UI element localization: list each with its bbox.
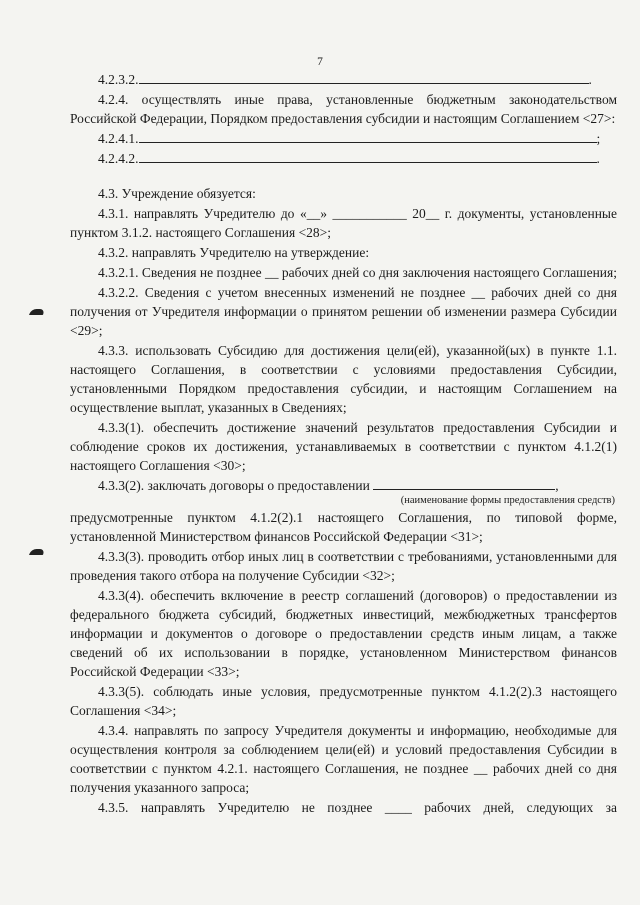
- paragraph-punct: ;: [596, 131, 601, 146]
- document-body: [70, 70, 617, 818]
- paragraph-p-4-3-2-1: 4.3.2.1. Сведения не позднее __ рабочих дней со дня заключения настоящего Соглашения;: [98, 265, 617, 280]
- paragraph-p-4-2-3-2: [70, 70, 617, 89]
- paragraph-p-4-3-3-5: 4.3.3(5). соблюдать иные условия, предусмотренные пунктом 4.1.2(2).3 настоящего Соглашения <34>;: [70, 684, 617, 718]
- paragraph-p-4-3-3-2b: предусмотренные пунктом 4.1.2(2).1 настоящего Соглашения, по типовой форме, установленной Министерством финансов Российской Федерации <31>;: [70, 510, 617, 544]
- paragraph-punct: .: [588, 72, 592, 87]
- scan-mark-2: [29, 549, 45, 555]
- paragraph-p-4-3-3-3: 4.3.3(3). проводить отбор иных лиц в соответствии с требованиями, установленными для проведения такого отбора на получение Субсидии <32>;: [70, 549, 617, 583]
- paragraph-p-4-3-3-2a: [70, 476, 617, 495]
- paragraph-label: 4.3.3(2). заключать договоры о предоставлении: [98, 478, 374, 493]
- paragraph-p-4-3-3: 4.3.3. использовать Субсидию для достижения цели(ей), указанной(ых) в пункте 1.1. настоящего Соглашения, в соответствии с условиями предоставления Субсидии, установленными Порядком предоставления субсидии, и настоящим Соглашением на осуществление выплат, указанных в Сведениях;: [70, 343, 617, 415]
- paragraph-p-4-3-2: 4.3.2. направлять Учредителю на утверждение:: [98, 245, 370, 260]
- blank-field[interactable]: [139, 71, 589, 84]
- paragraph-p-4-2-4: 4.2.4. осуществлять иные права, установленные бюджетным законодательством Российской Федерации, Порядком предоставления субсидии и настоящим Соглашением <27>:: [70, 92, 617, 126]
- paragraph-p-4-3-5: 4.3.5. направлять Учредителю не позднее ____ рабочих дней, следующих за: [98, 800, 617, 815]
- blank-field[interactable]: [139, 150, 597, 163]
- paragraph-punct: .: [596, 151, 600, 166]
- page-number: 7: [317, 56, 323, 68]
- paragraph-p-4-3-4: 4.3.4. направлять по запросу Учредителя документы и информацию, необходимые для осуществления контроля за соблюдением цели(ей) и условий предоставления Субсидии в соответствии с пунктом 4.2.1. настоящего Соглашения, не позднее __ рабочих дней со дня получения указанного запроса;: [70, 723, 617, 795]
- blank-field[interactable]: [373, 477, 555, 490]
- blank-field[interactable]: [139, 130, 597, 143]
- paragraph-p-4-3-1: 4.3.1. направлять Учредителю до «__» ___________ 20__ г. документы, установленные пунктом 3.1.2. настоящего Соглашения <28>;: [70, 206, 617, 240]
- paragraph-p-4-2-4-1: [70, 129, 617, 148]
- paragraph-p-4-3-2-2: 4.3.2.2. Сведения с учетом внесенных изменений не позднее __ рабочих дней со дня получения от Учредителя информации о принятом решении об изменении размера Субсидии <29>;: [70, 285, 617, 338]
- paragraph-punct: ,: [555, 478, 559, 493]
- paragraph-label: 4.2.4.1.: [98, 131, 139, 146]
- paragraph-p-4-2-4-2: [70, 149, 617, 168]
- paragraph-label: 4.2.3.2.: [98, 72, 139, 87]
- field-caption: (наименование формы предоставления средств): [400, 495, 615, 506]
- paragraph-label: 4.2.4.2.: [98, 151, 139, 166]
- paragraph-p-4-3: 4.3. Учреждение обязуется:: [98, 186, 256, 201]
- paragraph-p-4-3-3-4: 4.3.3(4). обеспечить включение в реестр соглашений (договоров) о предоставлении из федерального бюджета субсидий, бюджетных инвестиций, межбюджетных трансфертов информации и документов о договоре о предоставлении средств иным лицам, а также сведений об их использовании в порядке, установленном Министерством финансов Российской Федерации <33>;: [70, 588, 617, 679]
- paragraph-p-4-3-3-1: 4.3.3(1). обеспечить достижение значений результатов предоставления Субсидии и соблюдение сроков их достижения, устанавливаемых в соответствии с пунктом 4.1.2(1) настоящего Соглашения <30>;: [70, 420, 617, 473]
- scan-mark-1: [29, 309, 45, 315]
